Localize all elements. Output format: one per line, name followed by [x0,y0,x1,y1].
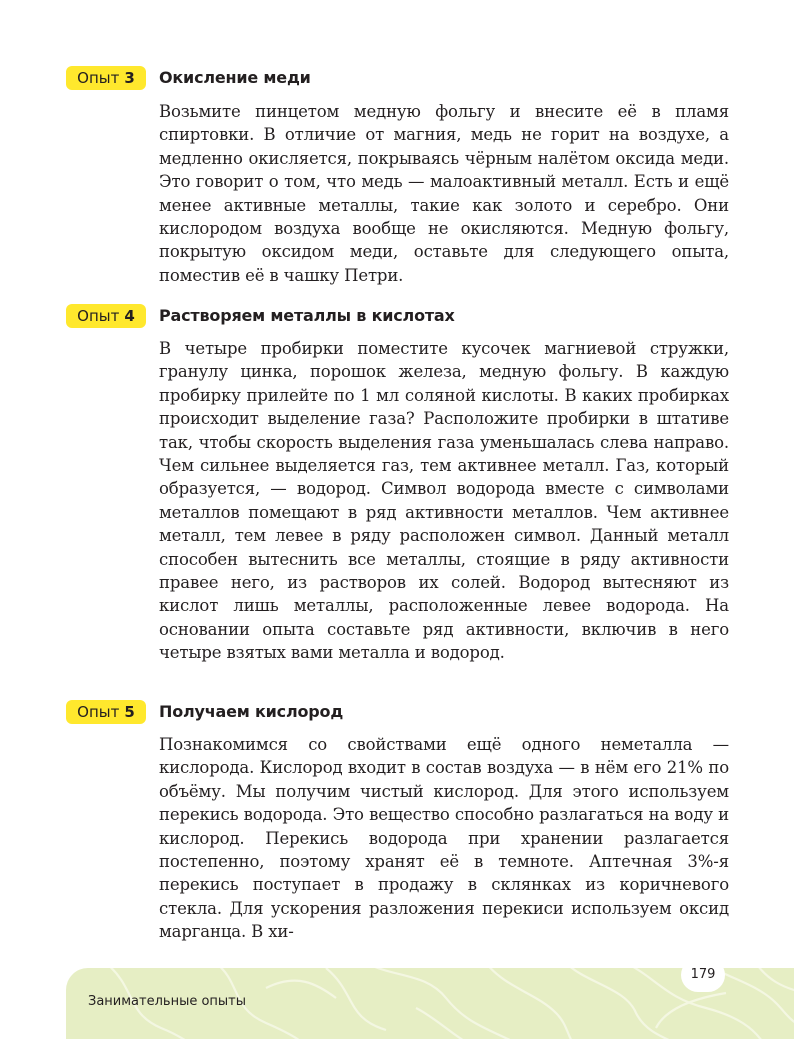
experiment-badge [66,66,146,90]
badge-label: Опыт [77,307,120,325]
experiment-text: Возьмите пинцетом медную фольгу и внесите её в пламя спиртовки. В отличие от магния, медь не горит на воздухе, а медленно окисляется, покрываясь чёрным налётом оксида меди. Это говорит о том, что медь — малоактивный металл. Есть и ещё менее активные металлы, такие как золото и серебро. Они кислородом воздуха вообще не окисляются. Медную фольгу, покрытую оксидом меди, оставьте для следующего опыта, поместив её в чашку Петри. [159,102,729,285]
badge-number: 5 [124,703,135,721]
experiment-title: Получаем кислород [159,702,344,721]
footer-section-name: Занимательные опыты [88,994,247,1009]
badge-label: Опыт [77,703,120,721]
experiment-badge [66,304,146,328]
badge-label: Опыт [77,69,120,87]
experiment-badge [66,700,146,724]
page-number: 179 [681,958,725,992]
badge-number: 3 [124,69,135,87]
experiment-text: В четыре пробирки поместите кусочек магниевой стружки, гранулу цинка, порошок железа, медную фольгу. В каждую пробирку прилейте по 1 мл соляной кислоты. В каких пробирках происходит выделение газа? Расположите пробирки в штативе так, чтобы скорость выделения газа уменьшалась слева направо. Чем сильнее выделяется газ, тем активнее металл. Газ, который образуется, — водород. Символ водорода вместе с символами металлов помещают в ряд активности металлов. Чем активнее металл, тем левее в ряду расположен символ. Данный металл способен вытеснить все металлы, стоящие в ряду активности правее него, из растворов их солей. Водород вытесняют из кислот лишь металлы, расположенные левее водорода. На основании опыта составьте ряд активности, включив в него четыре взятых вами металла и водород. [159,339,729,663]
experiment-text: Познакомимся со свойствами ещё одного неметалла — кислорода. Кислород входит в состав воздуха — в нём его 21% по объёму. Мы получим чистый кислород. Для этого используем перекись водорода. Это вещество способно разлагаться на воду и кислород. Перекись водорода при хранении разлагается постепенно, поэтому хранят её в темноте. Аптечная 3%-я перекись поступает в продажу в склянках из коричневого стекла. Для ускорения разложения перекиси используем оксид марганца. В хи- [159,735,729,942]
badge-number: 4 [124,307,135,325]
experiment-title: Растворяем металлы в кислотах [159,306,455,325]
experiment-title: Окисление меди [159,68,311,87]
